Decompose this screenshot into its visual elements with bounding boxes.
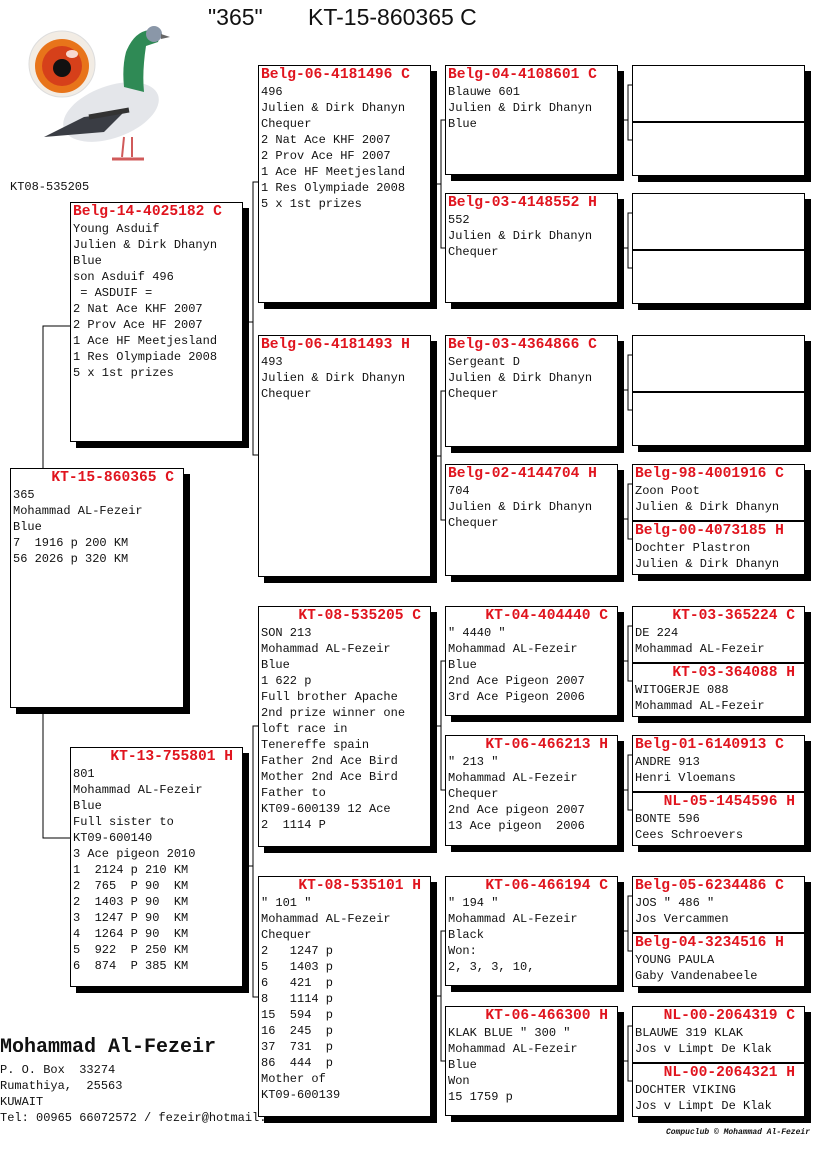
pigeon-info-line: = ASDUIF = [73,286,153,300]
pigeon-info-line: 365 [13,488,35,502]
pigeon-info-line: Julien & Dirk Dhanyn [448,101,593,115]
pigeon-info-line: Gaby Vandenabeele [635,968,758,983]
pigeon-info-line: Jos v Limpt De Klak [635,1098,772,1113]
pigeon-info-line: KT09-600139 [261,1088,341,1102]
pigeon-info-line: Mother of [261,1072,326,1086]
ring-number: Belg-04-3234516 H [635,934,784,951]
pigeon-info-line: 6 421 p [261,976,334,990]
pigeon-info-line: Blue [448,117,477,131]
pigeon-info-line: Mohammad AL-Fezeir [13,504,143,518]
owner-address-line: KUWAIT [0,1095,44,1109]
pigeon-info-line: 37 731 p [261,1040,334,1054]
pedigree-box-ssd[interactable] [445,193,618,303]
pigeon-info-line: son Asduif 496 [73,270,174,284]
pigeon-info-line: Chequer [261,387,312,401]
pigeon-info-line: 496 [261,85,283,99]
pedigree-box-subject[interactable] [10,468,184,708]
pigeon-info-line: 2 1114 P [261,818,326,832]
pigeon-info-line: Mohammad AL-Fezeir [73,783,203,797]
pedigree-pair-box[interactable] [632,606,805,717]
pigeon-info-line: Mohammad AL-Fezeir [261,912,391,926]
pedigree-box-dsd[interactable] [445,735,618,846]
pedigree-box-ddsd[interactable] [633,932,804,987]
pedigree-box-sdds[interactable] [633,465,804,520]
pedigree-box-ds[interactable] [258,606,431,847]
pigeon-info-line: Father 2nd Ace Bird [261,754,398,768]
pigeon-info-line: BLAUWE 319 KLAK [635,1026,744,1040]
owner-address-line: P. O. Box 33274 [0,1063,116,1077]
pigeon-info-line: 801 [73,767,95,781]
pigeon-info-line: 15 1759 p [448,1090,513,1104]
pigeon-info-line: Mohammad AL-Fezeir [448,642,578,656]
ring-number: Belg-04-4108601 C [448,67,597,83]
pigeon-info-line: Jos v Limpt De Klak [635,1042,772,1056]
pigeon-info-line: Julien & Dirk Dhanyn [635,500,780,514]
pigeon-info-line: Mohammad AL-Fezeir [635,642,765,656]
pedigree-box-dam[interactable] [70,747,243,987]
pedigree-box-ss[interactable] [258,65,431,303]
empty-pedigree-slot[interactable] [633,249,804,304]
ring-number: Belg-03-4148552 H [448,195,597,211]
pigeon-info-line: Mohammad AL-Fezeir [448,1042,578,1056]
pigeon-info-line: Black [448,928,485,942]
ring-number: NL-00-2064321 H [663,1064,795,1081]
ring-number: NL-00-2064319 C [663,1008,795,1024]
pedigree-pair-box[interactable] [632,735,805,846]
ring-number: Belg-06-4181493 H [261,337,410,353]
pedigree-pair-box[interactable] [632,876,805,987]
pigeon-info-line: 3 1247 P 90 KM [73,911,189,925]
pigeon-info-line: 1 622 p [261,674,312,688]
ring-number: Belg-00-4073185 H [635,522,784,539]
pigeon-info-line: Chequer [261,928,312,942]
pigeon-info-line: 2nd prize winner one [261,706,406,720]
ring-number: Belg-01-6140913 C [635,737,784,753]
pigeon-info-line: KLAK BLUE " 300 " [448,1026,571,1040]
connector-line [624,213,632,268]
pigeon-info-line: Chequer [448,516,499,530]
pigeon-info-line: YOUNG PAULA [635,952,715,967]
pigeon-info-line: 493 [261,355,283,369]
pigeon-info-line: Mohammad AL-Fezeir [448,912,578,926]
ring-number: KT-13-755801 H [110,749,233,765]
pigeon-info-line: Julien & Dirk Dhanyn [635,556,780,571]
title-nickname: "365" [208,4,263,30]
pigeon-info-line: KT09-600140 [73,831,153,845]
pigeon-info-line: JOS " 486 " [635,896,715,910]
pigeon-info-line: DOCHTER VIKING [635,1082,736,1097]
ring-number: KT-04-404440 C [485,608,608,624]
pigeon-info-line: 15 594 p [261,1008,334,1022]
pedigree-box-dssd[interactable] [633,662,804,717]
connector-line [624,896,632,951]
pigeon-info-line: Julien & Dirk Dhanyn [448,500,593,514]
pedigree-box-dsds[interactable] [633,736,804,791]
photo-caption: KT08-535205 [10,180,90,194]
pigeon-info-line: Julien & Dirk Dhanyn [261,371,406,385]
ring-number: Belg-02-4144704 H [448,466,597,482]
pigeon-info-line: Young Asduif [73,222,160,236]
pigeon-info-line: Sergeant D [448,355,521,369]
pedigree-box-dsss[interactable] [633,607,804,662]
empty-pedigree-pair-box[interactable] [632,193,805,304]
pigeon-info-line: Blauwe 601 [448,85,521,99]
owner-name: Mohammad Al-Fezeir [0,1036,217,1059]
pigeon-info-line: 1 Ace HF Meetjesland [261,165,406,179]
pigeon-info-line: 2 Prov Ace HF 2007 [261,149,391,163]
owner-contact-line: Tel: 00965 66072572 / fezeir@hotmail. [0,1111,267,1125]
connector-line [624,355,632,410]
pigeon-info-line: 2 1247 p [261,944,334,958]
pigeon-info-line: Julien & Dirk Dhanyn [261,101,406,115]
pigeon-info-line: Blue [73,799,102,813]
empty-pedigree-pair-box[interactable] [632,65,805,176]
pigeon-info-line: 2 1403 P 90 KM [73,895,189,909]
pigeon-info-line: 2nd Ace Pigeon 2007 [448,674,585,688]
pigeon-info-line: 1 2124 p 210 KM [73,863,189,877]
ring-number: KT-06-466300 H [485,1008,608,1024]
pedigree-box-dd[interactable] [258,876,431,1117]
pigeon-info-line: ANDRE 913 [635,755,700,769]
pedigree-box-dds[interactable] [445,876,618,986]
ring-number: KT-08-535205 C [298,608,421,624]
pedigree-pair-box[interactable] [632,1006,805,1117]
pigeon-info-line: Blue [448,658,477,672]
ring-number: KT-03-365224 C [672,608,795,624]
pedigree-box-dss[interactable] [445,606,618,716]
pigeon-info-line: Chequer [448,245,499,259]
connector-line [624,1026,632,1081]
pigeon-info-line: Dochter Plastron [635,540,751,555]
ring-number: Belg-14-4025182 C [73,204,222,220]
pedigree-box-sire[interactable] [70,202,243,442]
pedigree-box-sds[interactable] [445,335,618,447]
pigeon-info-line: 1 Res Olympiade 2008 [261,181,406,195]
empty-pedigree-slot[interactable] [633,66,804,121]
pigeon-info-line: 2 Nat Ace KHF 2007 [261,133,391,147]
pigeon-info-line: " 194 " [448,896,499,910]
pigeon-info-line: BONTE 596 [635,811,700,826]
ring-number: KT-06-466213 H [485,737,608,753]
pigeon-info-line: " 101 " [261,896,312,910]
pigeon-info-line: 8 1114 p [261,992,334,1006]
pedigree-box-dddd[interactable] [633,1062,804,1117]
pedigree-box-ddd[interactable] [445,1006,618,1116]
pigeon-info-line: Blue [261,658,290,672]
pedigree-box-ddss[interactable] [633,877,804,932]
empty-pedigree-slot[interactable] [633,391,804,446]
pigeon-info-line: KT09-600139 12 Ace [261,802,391,816]
ring-number: NL-05-1454596 H [663,793,795,810]
pigeon-info-line: Mohammad AL-Fezeir [635,698,765,713]
pedigree-box-sdd[interactable] [445,464,618,576]
pedigree-box-sd[interactable] [258,335,431,577]
pigeon-info-line: Full sister to [73,815,174,829]
pigeon-info-line: 5 1403 p [261,960,334,974]
pigeon-info-line: 5 922 P 250 KM [73,943,189,957]
pigeon-info-line: 56 2026 p 320 KM [13,552,129,566]
pigeon-info-line: 2 Nat Ace KHF 2007 [73,302,203,316]
ring-number: KT-03-364088 H [672,664,795,681]
pigeon-info-line: DE 224 [635,626,679,640]
pedigree-box-sss[interactable] [445,65,618,175]
credit-text: Compuclub © Mohammad Al-Fezeir [665,1128,810,1137]
pigeon-info-line: 704 [448,484,470,498]
ring-number: Belg-06-4181496 C [261,67,410,83]
pigeon-info-line: Chequer [261,117,312,131]
pigeon-info-line: 3rd Ace Pigeon 2006 [448,690,585,704]
pigeon-info-line: Cees Schroevers [635,827,744,842]
ring-number: Belg-05-6234486 C [635,878,784,894]
pigeon-info-line: 86 444 p [261,1056,334,1070]
connector-line [624,484,632,539]
pigeon-info-line: 3 Ace pigeon 2010 [73,847,196,861]
pigeon-info-line: Zoon Poot [635,484,700,498]
pigeon-info-line: 7 1916 p 200 KM [13,536,129,550]
pigeon-info-line: Julien & Dirk Dhanyn [448,371,593,385]
pigeon-info-line: 552 [448,213,470,227]
pigeon-info-line: 5 x 1st prizes [73,366,174,380]
empty-pedigree-slot[interactable] [633,121,804,176]
pedigree-box-dsdd[interactable] [633,791,804,846]
ring-number: KT-15-860365 C [51,470,174,486]
ring-number: Belg-03-4364866 C [448,337,597,353]
pigeon-info-line: Mohammad AL-Fezeir [261,642,391,656]
pigeon-info-line: 2, 3, 3, 10, [448,960,535,974]
pigeon-info-line: Mother 2nd Ace Bird [261,770,398,784]
pigeon-info-line: Henri Vloemans [635,771,736,785]
connector-line [624,626,632,681]
owner-address-line: Rumathiya, 25563 [0,1079,123,1093]
pigeon-info-line: 6 874 P 385 KM [73,959,189,973]
pigeon-info-line: Chequer [448,787,499,801]
pigeon-info-line: Julien & Dirk Dhanyn [73,238,218,252]
pigeon-info-line: Won [448,1074,470,1088]
pigeon-info-line: 13 Ace pigeon 2006 [448,819,585,833]
connector-line [624,85,632,140]
pigeon-info-line: 2nd Ace pigeon 2007 [448,803,585,817]
pigeon-info-line: SON 213 [261,626,312,640]
pigeon-info-line: Tenereffe spain [261,738,370,752]
pedigree-pair-box[interactable] [632,464,805,575]
pigeon-info-line: 2 765 P 90 KM [73,879,189,893]
pigeon-info-line: loft race in [261,722,348,736]
pigeon-info-line: Mohammad AL-Fezeir [448,771,578,785]
pedigree-box-sddd[interactable] [633,520,804,575]
title-ring-number: KT-15-860365 C [308,4,477,30]
pigeon-info-line: Full brother Apache [261,690,398,704]
empty-pedigree-pair-box[interactable] [632,335,805,446]
pigeon-info-line: 5 x 1st prizes [261,197,362,211]
pigeon-info-line: Won: [448,944,477,958]
pigeon-info-line: " 213 " [448,755,499,769]
pigeon-info-line: Jos Vercammen [635,912,729,926]
pigeon-info-line: 16 245 p [261,1024,334,1038]
empty-pedigree-slot[interactable] [633,336,804,391]
pigeon-info-line: WITOGERJE 088 [635,682,729,697]
ring-number: KT-06-466194 C [485,878,608,894]
pigeon-info-line: Blue [13,520,42,534]
empty-pedigree-slot[interactable] [633,194,804,249]
pigeon-info-line: Julien & Dirk Dhanyn [448,229,593,243]
pigeon-info-line: 4 1264 P 90 KM [73,927,189,941]
ring-number: KT-08-535101 H [298,878,421,894]
pedigree-box-ddds[interactable] [633,1007,804,1062]
connector-line [624,755,632,810]
pigeon-info-line: " 4440 " [448,626,506,640]
pigeon-info-line: Father to [261,786,326,800]
pigeon-info-line: Chequer [448,387,499,401]
pigeon-info-line: Blue [448,1058,477,1072]
pigeon-info-line: 2 Prov Ace HF 2007 [73,318,203,332]
pigeon-info-line: 1 Ace HF Meetjesland [73,334,218,348]
pigeon-info-line: Blue [73,254,102,268]
pigeon-info-line: 1 Res Olympiade 2008 [73,350,218,364]
ring-number: Belg-98-4001916 C [635,466,784,482]
